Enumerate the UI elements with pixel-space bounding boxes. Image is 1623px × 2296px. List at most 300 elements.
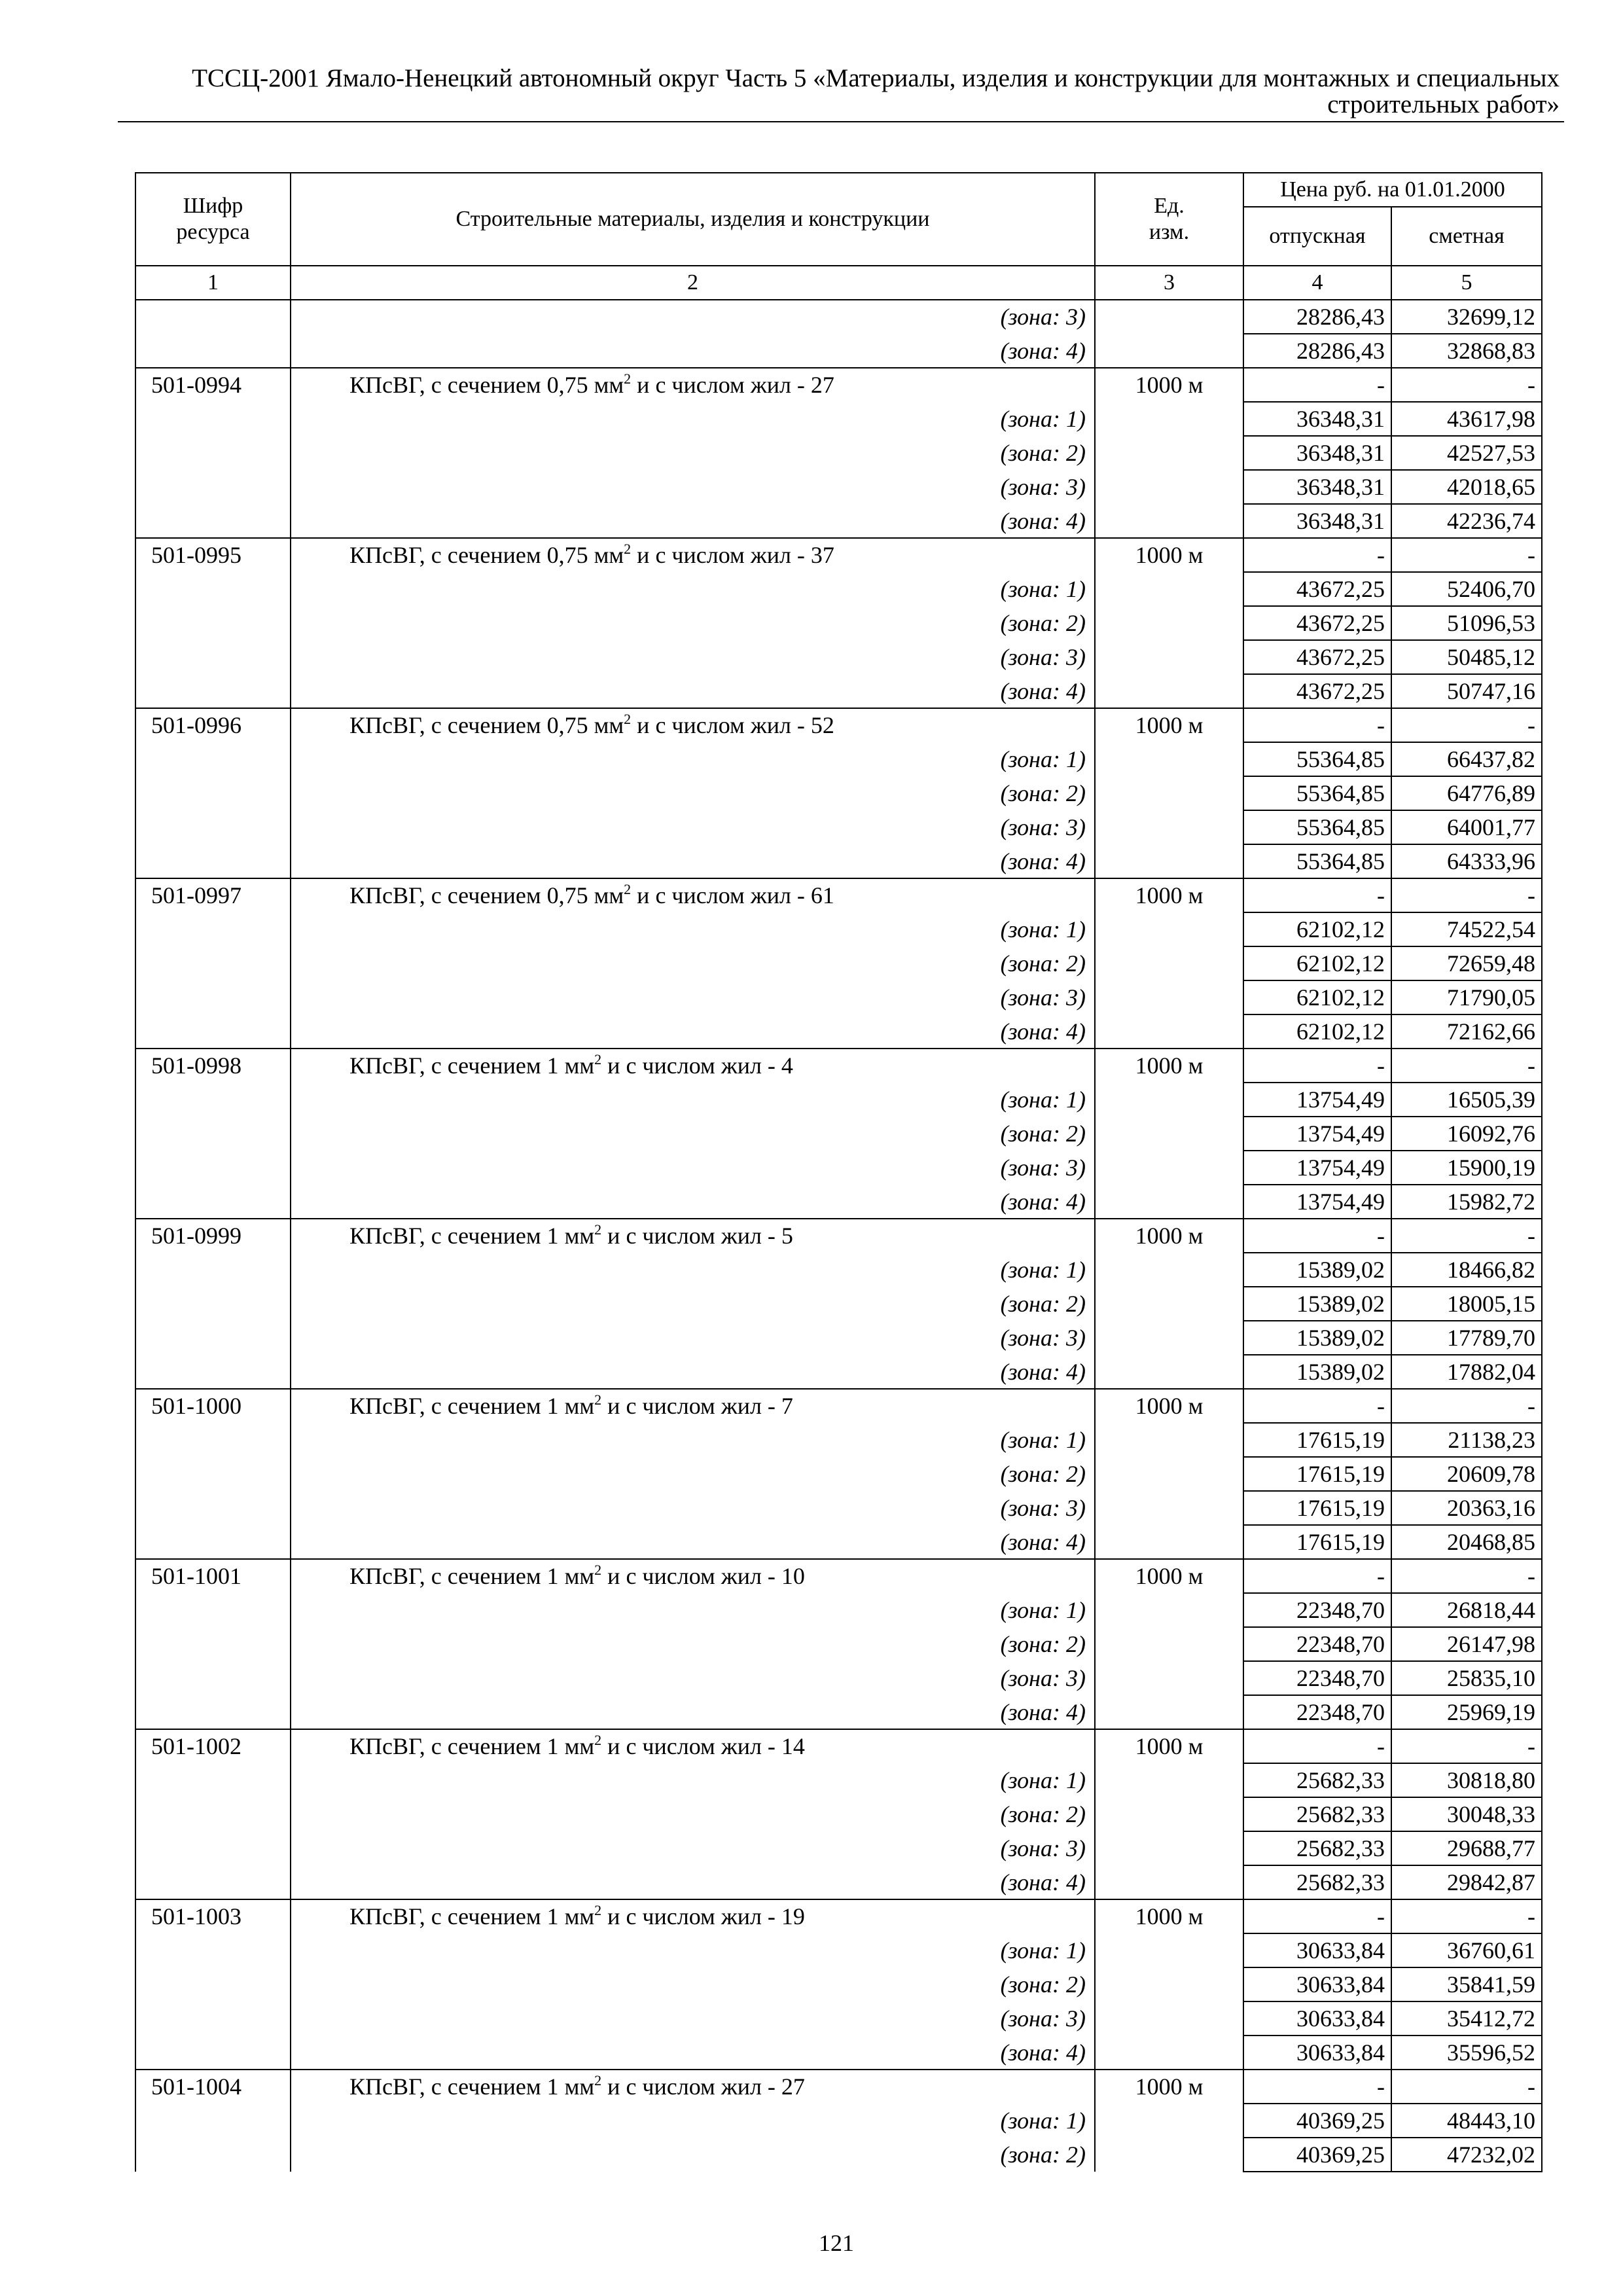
material-name: [291, 368, 1095, 402]
name-superscript: 2: [624, 370, 632, 387]
name-text: КПсВГ, с сечением 1 мм: [349, 1052, 595, 1079]
zone-label: (зона: 3): [1000, 474, 1086, 500]
zone-row: [135, 1151, 1542, 1185]
zone-row: [135, 1491, 1542, 1525]
name-superscript: 2: [624, 881, 632, 897]
zone-label: (зона: 4): [1000, 1699, 1086, 1725]
estimate-price: 50485,12: [1447, 644, 1535, 670]
release-price: 43672,25: [1296, 576, 1385, 602]
release-price: 28286,43: [1296, 338, 1385, 364]
release-price: 43672,25: [1296, 610, 1385, 636]
zone-row: [135, 1763, 1542, 1797]
release-price: 30633,84: [1296, 2039, 1385, 2066]
zone-row: [135, 1525, 1542, 1559]
header-price-release-label: отпускная: [1269, 224, 1366, 248]
estimate-price: 72659,48: [1447, 950, 1535, 977]
zone-label: (зона: 1): [1000, 1937, 1086, 1964]
estimate-price: 26818,44: [1447, 1597, 1535, 1623]
zone-row: [135, 1627, 1542, 1661]
estimate-price: -: [1527, 1563, 1535, 1589]
release-price: -: [1377, 372, 1385, 398]
release-price: 15389,02: [1296, 1359, 1385, 1385]
zone-row: [135, 946, 1542, 980]
estimate-price: 18005,15: [1447, 1291, 1535, 1317]
zone-label: (зона: 3): [1000, 304, 1086, 330]
release-price: 55364,85: [1296, 848, 1385, 874]
zone-row: [135, 1423, 1542, 1457]
estimate-price: 51096,53: [1447, 610, 1535, 636]
name-superscript: 2: [594, 1051, 602, 1067]
estimate-price: -: [1527, 372, 1535, 398]
name-superscript: 2: [594, 1391, 602, 1408]
zone-label: (зона: 4): [1000, 1869, 1086, 1895]
estimate-price: 72162,66: [1447, 1018, 1535, 1045]
name-text: КПсВГ, с сечением 0,75 мм: [349, 542, 624, 568]
header-resource-code: [135, 173, 291, 266]
zone-row: [135, 1797, 1542, 1831]
name-text: и с числом жил - 5: [601, 1223, 793, 1249]
document-title: [192, 65, 1560, 118]
name-text: и с числом жил - 27: [601, 2073, 805, 2100]
zone-label: (зона: 4): [1000, 678, 1086, 704]
header-price-group-label: Цена руб. на 01.01.2000: [1280, 177, 1505, 202]
name-text: КПсВГ, с сечением 0,75 мм: [349, 372, 624, 398]
release-price: 15389,02: [1296, 1291, 1385, 1317]
release-price: 17615,19: [1296, 1495, 1385, 1521]
zone-row: [135, 844, 1542, 878]
unit-of-measure: 1000 м: [1135, 1563, 1204, 1589]
estimate-price: 50747,16: [1447, 678, 1535, 704]
name-text: КПсВГ, с сечением 1 мм: [349, 2073, 595, 2100]
zone-row: [135, 1253, 1542, 1287]
estimate-price: 30048,33: [1447, 1801, 1535, 1827]
zone-label: (зона: 1): [1000, 1767, 1086, 1793]
name-superscript: 2: [594, 1902, 602, 1918]
zone-label: (зона: 2): [1000, 950, 1086, 977]
estimate-price: 64001,77: [1447, 814, 1535, 840]
material-name: [291, 1729, 1095, 1763]
estimate-price: 25835,10: [1447, 1665, 1535, 1691]
zone-row: [135, 572, 1542, 606]
zone-label: (зона: 3): [1000, 1325, 1086, 1351]
zone-label: (зона: 1): [1000, 2108, 1086, 2134]
release-price: -: [1377, 1393, 1385, 1419]
name-superscript: 2: [594, 2072, 602, 2089]
unit-of-measure: 1000 м: [1135, 1903, 1204, 1929]
unit-of-measure: 1000 м: [1135, 1223, 1204, 1249]
release-price: 25682,33: [1296, 1801, 1385, 1827]
zone-label: (зона: 4): [1000, 848, 1086, 874]
zone-label: (зона: 4): [1000, 338, 1086, 364]
material-name: [291, 878, 1095, 912]
resource-code: 501-0994: [151, 372, 241, 398]
resource-code: 501-1001: [151, 1563, 241, 1589]
zone-label: (зона: 1): [1000, 1086, 1086, 1113]
zone-label: (зона: 3): [1000, 984, 1086, 1011]
zone-label: (зона: 1): [1000, 1597, 1086, 1623]
zone-label: (зона: 3): [1000, 814, 1086, 840]
estimate-price: 32699,12: [1447, 304, 1535, 330]
item-row: [135, 878, 1542, 912]
item-row: [135, 538, 1542, 572]
zone-row: [135, 776, 1542, 810]
release-price: 36348,31: [1296, 474, 1385, 500]
name-text: КПсВГ, с сечением 0,75 мм: [349, 882, 624, 908]
name-text: и с числом жил - 10: [601, 1563, 805, 1589]
zone-row: [135, 1661, 1542, 1695]
estimate-price: 52406,70: [1447, 576, 1535, 602]
release-price: -: [1377, 1733, 1385, 1759]
name-text: КПсВГ, с сечением 1 мм: [349, 1903, 595, 1929]
zone-label: (зона: 2): [1000, 1971, 1086, 1998]
title-line-1: ТССЦ-2001 Ямало-Ненецкий автономный округ Часть 5 «Материалы, изделия и конструкции для монтажных и специальных: [192, 64, 1560, 92]
header-unit-line-2: изм.: [1149, 220, 1190, 244]
release-price: 25682,33: [1296, 1869, 1385, 1895]
release-price: 22348,70: [1296, 1631, 1385, 1657]
estimate-price: 21138,23: [1448, 1427, 1535, 1453]
zone-label: (зона: 2): [1000, 780, 1086, 806]
release-price: 36348,31: [1296, 406, 1385, 432]
name-text: КПсВГ, с сечением 1 мм: [349, 1223, 595, 1249]
zone-row: [135, 2104, 1542, 2138]
release-price: 43672,25: [1296, 644, 1385, 670]
estimate-price: -: [1527, 1393, 1535, 1419]
header-price-estimate: [1391, 207, 1542, 266]
release-price: 30633,84: [1296, 1937, 1385, 1964]
estimate-price: 35412,72: [1447, 2005, 1535, 2032]
estimate-price: -: [1527, 882, 1535, 908]
zone-label: (зона: 2): [1000, 1461, 1086, 1487]
estimate-price: 35596,52: [1447, 2039, 1535, 2066]
zone-label: (зона: 2): [1000, 1801, 1086, 1827]
header-unit: [1095, 173, 1243, 266]
estimate-price: 42527,53: [1447, 440, 1535, 466]
zone-label: (зона: 1): [1000, 1257, 1086, 1283]
zone-row: [135, 1321, 1542, 1355]
material-name: [291, 1049, 1095, 1083]
header-unit-line-1: Ед.: [1154, 194, 1185, 218]
zone-label: (зона: 1): [1000, 406, 1086, 432]
resource-code: 501-0999: [151, 1223, 241, 1249]
material-name: [291, 1899, 1095, 1933]
zone-row: [135, 2138, 1542, 2172]
zone-row: [135, 980, 1542, 1014]
zone-label: (зона: 2): [1000, 1291, 1086, 1317]
unit-of-measure: 1000 м: [1135, 372, 1204, 398]
estimate-price: 20468,85: [1447, 1529, 1535, 1555]
zone-row: [135, 402, 1542, 436]
zone-label: (зона: 3): [1000, 1155, 1086, 1181]
zone-row: [135, 436, 1542, 470]
release-price: -: [1377, 1223, 1385, 1249]
zone-row: [135, 1355, 1542, 1389]
estimate-price: 20609,78: [1447, 1461, 1535, 1487]
zone-label: (зона: 3): [1000, 1495, 1086, 1521]
estimate-price: -: [1527, 1052, 1535, 1079]
zone-label: (зона: 4): [1000, 508, 1086, 534]
estimate-price: 66437,82: [1447, 746, 1535, 772]
unit-of-measure: 1000 м: [1135, 542, 1204, 568]
zone-row: [135, 1185, 1542, 1219]
zone-row: [135, 1083, 1542, 1117]
unit-of-measure: 1000 м: [1135, 712, 1204, 738]
zone-row: [135, 640, 1542, 674]
zone-row: [135, 912, 1542, 946]
zone-label: (зона: 2): [1000, 1631, 1086, 1657]
release-price: 40369,25: [1296, 2142, 1385, 2168]
estimate-price: 17882,04: [1447, 1359, 1535, 1385]
name-superscript: 2: [624, 541, 632, 557]
name-text: КПсВГ, с сечением 1 мм: [349, 1563, 595, 1589]
header-price-estimate-label: сметная: [1429, 224, 1505, 248]
release-price: 22348,70: [1296, 1665, 1385, 1691]
release-price: 17615,19: [1296, 1529, 1385, 1555]
material-name: [291, 538, 1095, 572]
estimate-price: 71790,05: [1447, 984, 1535, 1011]
zone-label: (зона: 3): [1000, 1665, 1086, 1691]
release-price: 25682,33: [1296, 1835, 1385, 1861]
header-code-line-2: ресурса: [176, 220, 250, 244]
release-price: 55364,85: [1296, 780, 1385, 806]
release-price: 62102,12: [1296, 984, 1385, 1011]
resource-code: 501-1000: [151, 1393, 241, 1419]
estimate-price: 25969,19: [1447, 1699, 1535, 1725]
zone-row: [135, 1967, 1542, 2001]
item-row: [135, 2070, 1542, 2104]
release-price: 55364,85: [1296, 814, 1385, 840]
material-name: [291, 708, 1095, 742]
estimate-price: 48443,10: [1447, 2108, 1535, 2134]
estimate-price: 36760,61: [1447, 1937, 1535, 1964]
release-price: 36348,31: [1296, 508, 1385, 534]
estimate-price: 74522,54: [1447, 916, 1535, 942]
zone-row: [135, 1695, 1542, 1729]
zone-label: (зона: 1): [1000, 746, 1086, 772]
zone-row: [135, 810, 1542, 844]
zone-label: (зона: 2): [1000, 1121, 1086, 1147]
name-text: КПсВГ, с сечением 1 мм: [349, 1733, 595, 1759]
estimate-price: 16092,76: [1447, 1121, 1535, 1147]
resource-code: 501-1003: [151, 1903, 241, 1929]
name-text: и с числом жил - 52: [631, 712, 834, 738]
title-rule: [118, 121, 1564, 122]
column-number: 2: [687, 270, 698, 295]
item-row: [135, 1389, 1542, 1423]
estimate-price: 17789,70: [1447, 1325, 1535, 1351]
name-text: и с числом жил - 19: [601, 1903, 805, 1929]
item-row: [135, 1559, 1542, 1593]
material-name: [291, 1219, 1095, 1253]
release-price: 28286,43: [1296, 304, 1385, 330]
zone-label: (зона: 1): [1000, 1427, 1086, 1453]
release-price: 62102,12: [1296, 950, 1385, 977]
name-text: и с числом жил - 4: [601, 1052, 793, 1079]
unit-of-measure: 1000 м: [1135, 882, 1204, 908]
estimate-price: 64776,89: [1447, 780, 1535, 806]
item-row: [135, 1219, 1542, 1253]
release-price: 15389,02: [1296, 1325, 1385, 1351]
name-superscript: 2: [594, 1221, 602, 1238]
release-price: 22348,70: [1296, 1699, 1385, 1725]
page-number: 121: [819, 2230, 854, 2256]
release-price: -: [1377, 1903, 1385, 1929]
unit-of-measure: 1000 м: [1135, 1733, 1204, 1759]
zone-row: [135, 742, 1542, 776]
material-name: [291, 2070, 1095, 2104]
release-price: 13754,49: [1296, 1155, 1385, 1181]
name-text: и с числом жил - 27: [631, 372, 834, 398]
unit-of-measure: 1000 м: [1135, 2073, 1204, 2100]
release-price: -: [1377, 1052, 1385, 1079]
release-price: -: [1377, 2073, 1385, 2100]
material-name: [291, 1389, 1095, 1423]
release-price: 43672,25: [1296, 678, 1385, 704]
release-price: -: [1377, 542, 1385, 568]
release-price: 25682,33: [1296, 1767, 1385, 1793]
column-number: 5: [1461, 270, 1472, 295]
estimate-price: 15900,19: [1447, 1155, 1535, 1181]
estimate-price: 35841,59: [1447, 1971, 1535, 1998]
estimate-price: -: [1527, 2073, 1535, 2100]
header-price-release: [1243, 207, 1391, 266]
release-price: 40369,25: [1296, 2108, 1385, 2134]
zone-label: (зона: 4): [1000, 2039, 1086, 2066]
estimate-price: 30818,80: [1447, 1767, 1535, 1793]
zone-label: (зона: 1): [1000, 576, 1086, 602]
header-price-group: [1243, 173, 1542, 207]
resource-code: 501-0998: [151, 1052, 241, 1079]
header-name-label: Строительные материалы, изделия и конструкции: [455, 207, 930, 231]
zone-row: [135, 504, 1542, 538]
release-price: 62102,12: [1296, 916, 1385, 942]
zone-row: [135, 2001, 1542, 2036]
estimate-price: 15982,72: [1447, 1189, 1535, 1215]
estimate-price: -: [1527, 1903, 1535, 1929]
zone-row: [135, 1865, 1542, 1899]
release-price: 55364,85: [1296, 746, 1385, 772]
name-text: КПсВГ, с сечением 0,75 мм: [349, 712, 624, 738]
zone-row: [135, 1014, 1542, 1049]
zone-row: [135, 334, 1542, 368]
name-text: КПсВГ, с сечением 1 мм: [349, 1393, 595, 1419]
item-row: [135, 368, 1542, 402]
zone-label: (зона: 4): [1000, 1189, 1086, 1215]
release-price: 15389,02: [1296, 1257, 1385, 1283]
estimate-price: 32868,83: [1447, 338, 1535, 364]
price-table: [135, 173, 1542, 2172]
estimate-price: -: [1527, 1223, 1535, 1249]
name-text: и с числом жил - 61: [631, 882, 834, 908]
estimate-price: 26147,98: [1447, 1631, 1535, 1657]
zone-label: (зона: 3): [1000, 644, 1086, 670]
zone-label: (зона: 4): [1000, 1359, 1086, 1385]
zone-row: [135, 1831, 1542, 1865]
zone-row: [135, 1287, 1542, 1321]
estimate-price: 42018,65: [1447, 474, 1535, 500]
estimate-price: -: [1527, 542, 1535, 568]
release-price: 30633,84: [1296, 1971, 1385, 1998]
unit-of-measure: 1000 м: [1135, 1052, 1204, 1079]
zone-row: [135, 1457, 1542, 1491]
material-name: [291, 1559, 1095, 1593]
column-number: 3: [1164, 270, 1175, 295]
name-text: и с числом жил - 7: [601, 1393, 793, 1419]
zone-label: (зона: 1): [1000, 916, 1086, 942]
resource-code: 501-0997: [151, 882, 241, 908]
name-text: и с числом жил - 14: [601, 1733, 805, 1759]
zone-label: (зона: 4): [1000, 1018, 1086, 1045]
release-price: -: [1377, 882, 1385, 908]
zone-label: (зона: 4): [1000, 1529, 1086, 1555]
estimate-price: 42236,74: [1447, 508, 1535, 534]
release-price: 13754,49: [1296, 1121, 1385, 1147]
zone-label: (зона: 2): [1000, 2142, 1086, 2168]
estimate-price: -: [1527, 1733, 1535, 1759]
name-text: и с числом жил - 37: [631, 542, 834, 568]
resource-code: 501-0996: [151, 712, 241, 738]
estimate-price: -: [1527, 712, 1535, 738]
zone-row: [135, 1117, 1542, 1151]
zone-label: (зона: 3): [1000, 1835, 1086, 1861]
estimate-price: 43617,98: [1447, 406, 1535, 432]
zone-row: [135, 2036, 1542, 2070]
release-price: 62102,12: [1296, 1018, 1385, 1045]
release-price: 17615,19: [1296, 1461, 1385, 1487]
release-price: -: [1377, 712, 1385, 738]
release-price: -: [1377, 1563, 1385, 1589]
estimate-price: 20363,16: [1447, 1495, 1535, 1521]
estimate-price: 64333,96: [1447, 848, 1535, 874]
zone-row: [135, 300, 1542, 334]
release-price: 22348,70: [1296, 1597, 1385, 1623]
name-superscript: 2: [594, 1562, 602, 1578]
zone-label: (зона: 3): [1000, 2005, 1086, 2032]
unit-of-measure: 1000 м: [1135, 1393, 1204, 1419]
zone-row: [135, 674, 1542, 708]
release-price: 30633,84: [1296, 2005, 1385, 2032]
release-price: 13754,49: [1296, 1189, 1385, 1215]
zone-row: [135, 606, 1542, 640]
item-row: [135, 1899, 1542, 1933]
zone-label: (зона: 2): [1000, 440, 1086, 466]
release-price: 13754,49: [1296, 1086, 1385, 1113]
zone-row: [135, 1933, 1542, 1967]
column-number: 4: [1311, 270, 1323, 295]
estimate-price: 16505,39: [1447, 1086, 1535, 1113]
zone-label: (зона: 2): [1000, 610, 1086, 636]
estimate-price: 18466,82: [1447, 1257, 1535, 1283]
header-code-line-1: Шифр: [183, 194, 243, 218]
header-material-name: [291, 173, 1095, 266]
item-row: [135, 1729, 1542, 1763]
estimate-price: 47232,02: [1447, 2142, 1535, 2168]
name-superscript: 2: [624, 711, 632, 727]
column-number: 1: [207, 270, 219, 295]
zone-row: [135, 1593, 1542, 1627]
resource-code: 501-1004: [151, 2073, 241, 2100]
zone-row: [135, 470, 1542, 504]
resource-code: 501-0995: [151, 542, 241, 568]
item-row: [135, 708, 1542, 742]
name-superscript: 2: [594, 1732, 602, 1748]
resource-code: 501-1002: [151, 1733, 241, 1759]
release-price: 17615,19: [1296, 1427, 1385, 1453]
title-line-2: строительных работ»: [1327, 90, 1560, 118]
item-row: [135, 1049, 1542, 1083]
estimate-price: 29842,87: [1447, 1869, 1535, 1895]
release-price: 36348,31: [1296, 440, 1385, 466]
estimate-price: 29688,77: [1447, 1835, 1535, 1861]
